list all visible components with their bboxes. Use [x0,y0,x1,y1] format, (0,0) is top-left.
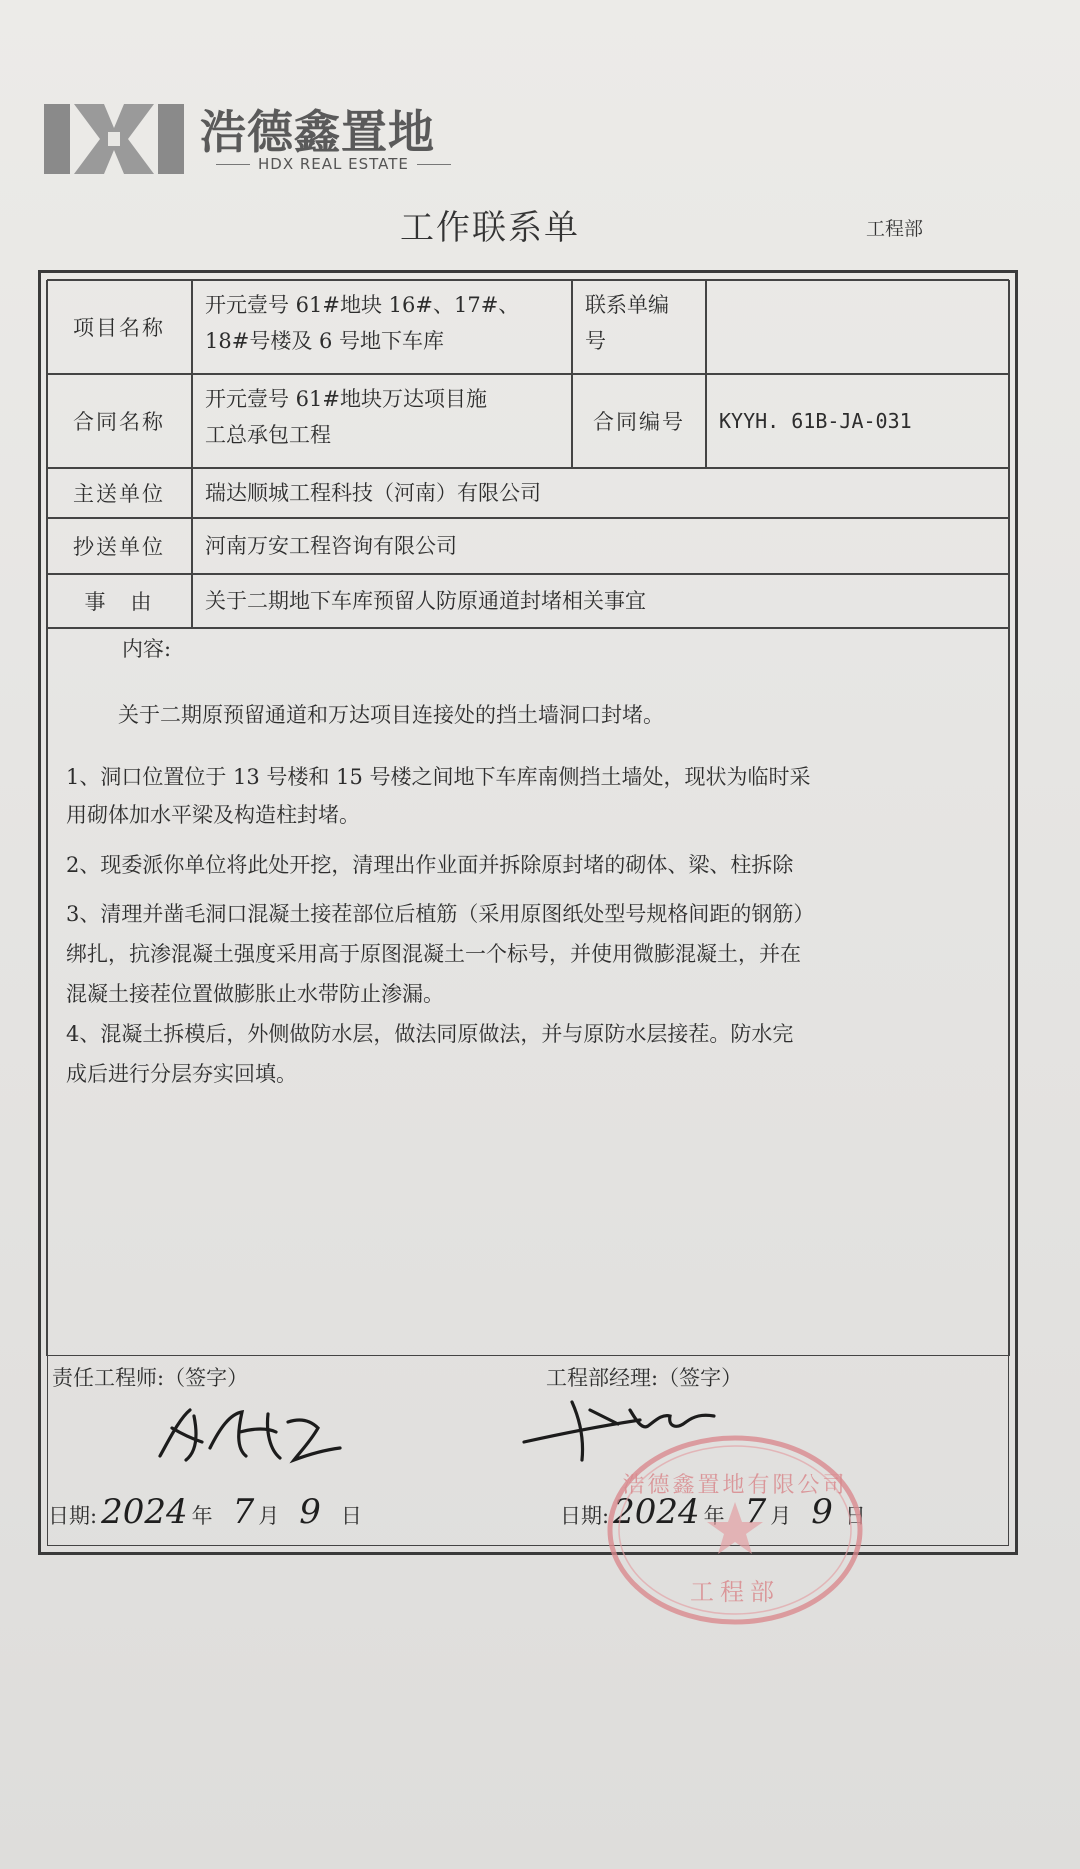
svg-text:浩德鑫置地有限公司: 浩德鑫置地有限公司 [622,1473,848,1498]
manager-date-label: 日期: [560,1504,610,1528]
manager-date-year-unit: 年 [703,1504,725,1528]
contract-no-value: KYYH. 61B-JA-031 [706,374,1010,468]
subject-value: 关于二期地下车库预留人防原通道封堵相关事宜 [192,574,1010,628]
contact-no-label-line1: 联系单编 [585,293,669,317]
item4-line2: 成后进行分层夯实回填。 [66,1062,297,1086]
item4-line1: 4、混凝土拆模后，外侧做防水层，做法同原做法，并与原防水层接茬。防水完 [66,1022,794,1046]
content-heading: 内容: [122,637,172,661]
contact-no-value [706,280,1010,374]
company-name-en: HDX REAL ESTATE [258,155,409,173]
contact-no-label-line2: 号 [585,329,606,353]
company-logo-icon [44,104,184,174]
item3-line3: 混凝土接茬位置做膨胀止水带防止渗漏。 [66,982,444,1006]
engineer-date-month: 7 [232,1492,255,1532]
manager-date-year: 2024 [613,1492,700,1532]
item3-line1: 3、清理并凿毛洞口混凝土接茬部位后植筋（采用原图纸处型号规格间距的钢筋） [66,902,815,926]
project-name-label: 项目名称 [46,280,192,374]
contract-name-line1: 开元壹号 61#地块万达项目施 [205,387,487,411]
content-item-4 [66,1014,1006,1094]
item1-line1: 1、洞口位置位于 13 号楼和 15 号楼之间地下车库南侧挡土墙处，现状为临时采 [66,765,811,789]
item1-line2: 用砌体加水平梁及构造柱封堵。 [66,803,360,827]
cc-recipient-label: 抄送单位 [46,518,192,574]
project-name-line2: 18#号楼及 6 号地下车库 [205,329,445,353]
project-name-line1: 开元壹号 61#地块 16#、17#、 [205,293,520,317]
divider-line [216,164,250,165]
content-item-3 [66,894,1006,1014]
contract-name-label: 合同名称 [46,374,192,468]
main-recipient-label: 主送单位 [46,468,192,518]
contract-no-label: 合同编号 [572,374,706,468]
engineer-date-day-unit: 日 [340,1504,362,1528]
company-seal-stamp-icon [600,1430,870,1630]
contract-name-line2: 工总承包工程 [205,423,331,447]
manager-signature-label: 工程部经理:（签字） [546,1366,743,1390]
project-name-value [192,280,572,374]
department-label: 工程部 [866,218,924,240]
engineer-date-month-unit: 月 [258,1504,280,1528]
item2-line1: 2、现委派你单位将此处开挖，清理出作业面并拆除原封堵的砌体、梁、柱拆除 [66,853,794,877]
content-item-2 [66,846,1006,884]
company-name-cn: 浩德鑫置地 [200,105,435,159]
cc-recipient-value: 河南万安工程咨询有限公司 [192,518,1010,574]
document-title: 工作联系单 [400,208,580,248]
company-name-en-row [216,152,466,176]
engineer-date-year-unit: 年 [191,1504,213,1528]
contract-name-value [192,374,572,468]
manager-date-month: 7 [744,1492,767,1532]
manager-date-month-unit: 月 [770,1504,792,1528]
item3-line2: 绑扎，抗渗混凝土强度采用高于原图混凝土一个标号，并使用微膨混凝土，并在 [66,942,801,966]
svg-text:工程部: 工程部 [690,1578,780,1606]
engineer-date-year: 2024 [101,1492,188,1532]
engineer-date-day: 9 [299,1492,321,1532]
subject-label: 事 由 [46,574,192,628]
content-intro: 关于二期原预留通道和万达项目连接处的挡土墙洞口封堵。 [118,703,664,727]
content-item-1 [66,758,1006,834]
divider-line [417,164,451,165]
contact-no-label [572,280,706,374]
engineer-handwritten-signature-icon [150,1398,350,1468]
engineer-date-label: 日期: [48,1504,98,1528]
engineer-signature-label: 责任工程师:（签字） [52,1366,249,1390]
main-recipient-value: 瑞达顺城工程科技（河南）有限公司 [192,468,1010,518]
manager-date-day-unit: 日 [844,1504,866,1528]
manager-date-day: 9 [811,1492,833,1532]
engineer-date-row [48,1492,362,1532]
